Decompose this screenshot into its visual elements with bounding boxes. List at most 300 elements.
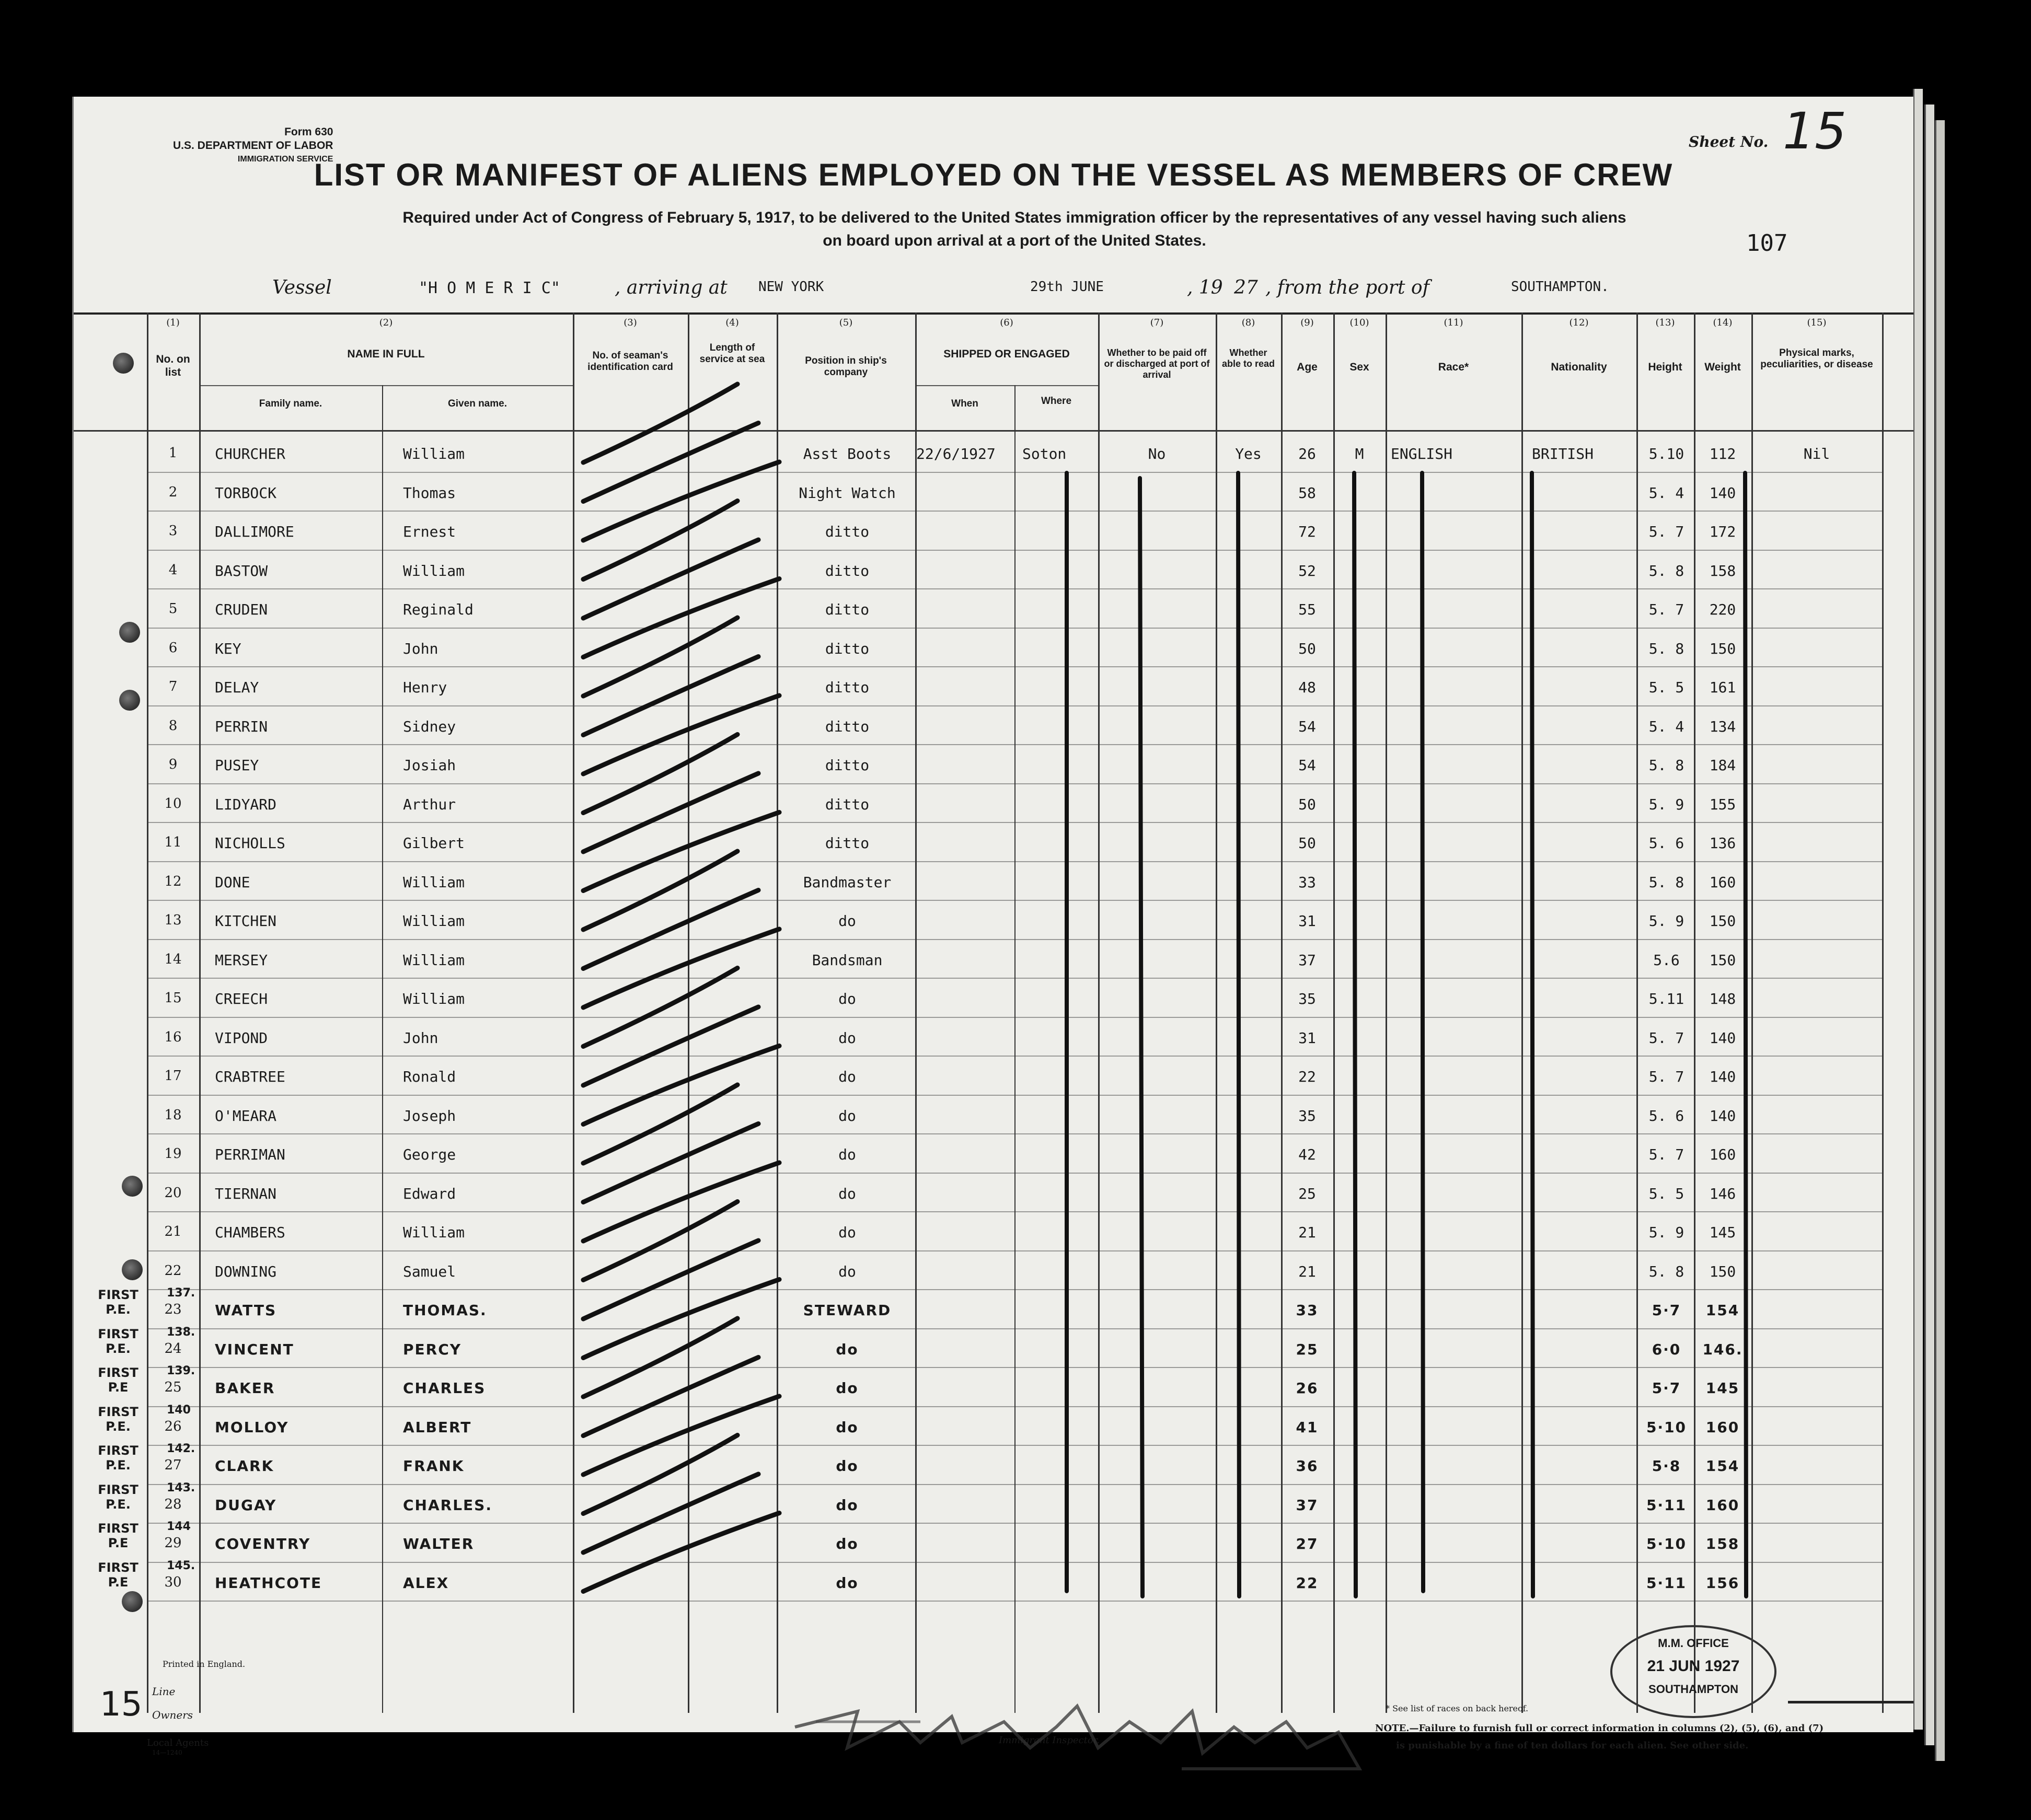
cell-height: 5. 5	[1648, 1185, 1684, 1202]
cell-family: CRABTREE	[215, 1068, 285, 1085]
manifest-sheet	[72, 97, 1913, 1756]
id-card-stroke	[583, 1085, 737, 1163]
margin-number: 142.	[167, 1442, 195, 1455]
cell-weight: 172	[1709, 523, 1736, 540]
cell-height: 5. 8	[1648, 562, 1684, 579]
cell-age: 37	[1296, 1496, 1319, 1514]
cell-height: 5. 9	[1648, 912, 1684, 930]
cell-age: 52	[1298, 562, 1316, 579]
margin-note-dept: P.E.	[106, 1302, 131, 1317]
cell-family: O'MEARA	[215, 1107, 277, 1125]
cell-height: 5. 7	[1648, 523, 1684, 540]
cell-height: 6·0	[1652, 1340, 1681, 1358]
cell-no: 2	[168, 484, 178, 500]
cell-position: ditto	[825, 562, 870, 579]
cell-no: 23	[164, 1302, 182, 1317]
cell-height: 5.6	[1653, 951, 1680, 969]
header-where: Where	[1041, 396, 1072, 407]
cell-position: do	[838, 1224, 856, 1241]
cell-weight: 148	[1709, 990, 1736, 1007]
margin-note-class: FIRST	[98, 1288, 139, 1302]
cell-family: KITCHEN	[215, 912, 277, 930]
cell-given: William	[403, 990, 465, 1007]
cell-height: 5. 6	[1648, 834, 1684, 852]
binding-hole	[122, 1259, 143, 1280]
cell-height: 5. 5	[1648, 679, 1684, 696]
cell-no: 3	[168, 523, 178, 539]
note-line-1: NOTE.—Failure to furnish full or correct information in columns (2), (5), (6), and (7)	[1375, 1723, 1824, 1734]
cell-weight: 184	[1709, 757, 1736, 774]
cell-given: William	[403, 562, 465, 579]
cell-weight: 160	[1705, 1418, 1740, 1436]
id-card-stroke	[583, 1280, 779, 1358]
cell-age: 25	[1296, 1340, 1319, 1358]
header-family-name: Family name.	[259, 398, 322, 409]
cell-weight: 154	[1705, 1302, 1740, 1319]
cell-height: 5. 8	[1648, 757, 1684, 774]
cell-height: 5·7	[1652, 1302, 1681, 1319]
cell-weight: 220	[1709, 601, 1736, 618]
cell-weight: 161	[1709, 679, 1736, 696]
cell-paid: No	[1148, 445, 1166, 462]
race-note: * See list of races on back hereof.	[1386, 1703, 1529, 1713]
header-nationality: Nationality	[1551, 361, 1607, 373]
cell-position: ditto	[825, 679, 870, 696]
cell-family: TORBOCK	[215, 484, 277, 502]
id-card-stroke	[583, 1396, 779, 1475]
cell-height: 5·7	[1652, 1380, 1681, 1397]
cell-weight: 158	[1709, 562, 1736, 579]
cell-sex: M	[1355, 445, 1364, 462]
cell-weight: 150	[1709, 951, 1736, 969]
cell-position: do	[838, 912, 856, 930]
cell-family: TIERNAN	[215, 1185, 277, 1202]
cell-given: George	[403, 1146, 456, 1163]
cell-age: 25	[1298, 1185, 1316, 1202]
cell-given: Sidney	[403, 717, 456, 735]
binding-hole	[119, 622, 140, 643]
cell-no: 21	[164, 1224, 182, 1239]
cell-weight: 160	[1709, 873, 1736, 891]
col-number-5: (5)	[839, 317, 853, 328]
arriving-label: , arriving at	[615, 277, 728, 298]
cell-age: 21	[1298, 1262, 1316, 1280]
header-shipped-engaged: SHIPPED OR ENGAGED	[943, 348, 1070, 360]
cell-position: Bandsman	[812, 951, 883, 969]
ditto-line-marks	[1745, 473, 1746, 1596]
cell-age: 33	[1298, 873, 1316, 891]
margin-number: 144	[167, 1520, 191, 1533]
cell-age: 26	[1296, 1380, 1319, 1397]
cell-height: 5.11	[1648, 990, 1684, 1007]
cell-weight: 146.	[1702, 1340, 1743, 1358]
sheet-mark: 15	[100, 1685, 143, 1724]
cell-weight: 154	[1705, 1457, 1740, 1475]
col-number-3: (3)	[624, 317, 637, 328]
cell-age: 50	[1298, 640, 1316, 657]
cell-no: 1	[168, 445, 178, 461]
margin-note-dept: P.E.	[106, 1341, 131, 1356]
cell-family: DELAY	[215, 679, 259, 696]
cell-age: 48	[1298, 679, 1316, 696]
id-card-stroke	[583, 1435, 737, 1514]
cell-position: Bandmaster	[803, 873, 892, 891]
cell-age: 35	[1298, 1107, 1316, 1125]
cell-given: CHARLES.	[403, 1496, 492, 1514]
cell-weight: 134	[1709, 717, 1736, 735]
cell-position: ditto	[825, 601, 870, 618]
cell-position: do	[838, 1146, 856, 1163]
cell-given: Ernest	[403, 523, 456, 540]
id-card-stroke	[583, 1474, 758, 1552]
departure-port: SOUTHAMPTON.	[1511, 279, 1609, 295]
cell-position: ditto	[825, 834, 870, 852]
col-number-15: (15)	[1807, 317, 1827, 328]
cell-height: 5. 4	[1648, 717, 1684, 735]
col-number-7: (7)	[1150, 317, 1164, 328]
cell-given: John	[403, 1029, 438, 1047]
cell-given: Thomas	[403, 484, 456, 502]
header-paid-off: Whether to be paid off or discharged at port of arrival	[1104, 347, 1210, 380]
cell-no: 4	[168, 562, 178, 578]
cell-given: ALEX	[403, 1574, 449, 1592]
id-card-stroke	[583, 735, 737, 813]
margin-number: 140	[167, 1403, 191, 1417]
cell-position: ditto	[825, 795, 870, 813]
binding-hole	[122, 1591, 143, 1612]
cell-age: 36	[1296, 1457, 1319, 1475]
cell-height: 5. 6	[1648, 1107, 1684, 1125]
col-number-10: (10)	[1349, 317, 1369, 328]
cell-family: VINCENT	[215, 1340, 294, 1358]
cell-family: DONE	[215, 873, 250, 891]
margin-note-dept: P.E.	[106, 1497, 131, 1512]
col-number-9: (9)	[1300, 317, 1314, 328]
cell-height: 5.10	[1648, 445, 1684, 462]
cell-weight: 150	[1709, 912, 1736, 930]
cell-no: 14	[164, 951, 182, 967]
subtitle-line-1: Required under Act of Congress of February 5, 1917, to be delivered to the United States immigration officer by the representatives of any vessel having such aliens	[402, 209, 1626, 226]
cell-given: FRANK	[403, 1457, 465, 1475]
cell-given: ALBERT	[403, 1418, 472, 1436]
cell-age: 54	[1298, 717, 1316, 735]
col-number-6: (6)	[1000, 317, 1013, 328]
cell-weight: 140	[1709, 1029, 1736, 1047]
id-card-stroke	[583, 1163, 779, 1241]
cell-family: VIPOND	[215, 1029, 268, 1047]
cell-no: 28	[164, 1496, 182, 1512]
id-card-stroke	[583, 423, 758, 502]
id-card-stroke	[583, 1007, 758, 1085]
binding-hole	[113, 353, 134, 374]
cell-height: 5·10	[1646, 1418, 1687, 1436]
cell-family: HEATHCOTE	[215, 1574, 322, 1592]
col-number-13: (13)	[1655, 317, 1675, 328]
printed-in: Printed in England.	[163, 1659, 246, 1669]
cell-given: William	[403, 445, 465, 462]
cell-no: 12	[164, 873, 182, 889]
cell-age: 55	[1298, 601, 1316, 618]
cell-height: 5·8	[1652, 1457, 1681, 1475]
cell-position: do	[836, 1457, 859, 1475]
cell-given: Samuel	[403, 1262, 456, 1280]
cell-age: 21	[1298, 1224, 1316, 1241]
cell-no: 7	[168, 679, 178, 694]
form-number: Form 630	[284, 126, 333, 138]
cell-no: 24	[164, 1340, 182, 1357]
cell-no: 25	[164, 1380, 182, 1395]
cell-age: 33	[1296, 1302, 1319, 1319]
cell-age: 26	[1298, 445, 1316, 462]
cell-no: 5	[168, 601, 178, 617]
margin-note-dept: P.E	[108, 1574, 129, 1590]
cell-position: do	[836, 1574, 859, 1592]
id-card-stroke	[583, 501, 737, 579]
cell-position: do	[836, 1496, 859, 1514]
id-card-stroke	[583, 695, 779, 774]
cell-race: ENGLISH	[1391, 445, 1453, 462]
cell-no: 27	[164, 1457, 182, 1473]
cell-position: do	[836, 1535, 859, 1552]
col-number-4: (4)	[725, 317, 739, 328]
cell-position: Asst Boots	[803, 445, 892, 462]
margin-number: 138.	[167, 1325, 195, 1339]
stamp-office: M.M. OFFICE	[1658, 1637, 1729, 1650]
cell-position: STEWARD	[803, 1302, 892, 1319]
cell-weight: 140	[1709, 484, 1736, 502]
service-name: IMMIGRATION SERVICE	[237, 155, 333, 164]
cell-position: ditto	[825, 717, 870, 735]
id-card-strokes	[583, 384, 779, 1592]
header-name-in-full: NAME IN FULL	[347, 348, 425, 360]
cell-position: Night Watch	[799, 484, 896, 502]
cell-family: NICHOLLS	[215, 834, 285, 852]
stamp-place: SOUTHAMPTON	[1648, 1683, 1738, 1696]
header-height: Height	[1648, 361, 1682, 373]
id-card-stroke	[583, 890, 758, 969]
cell-age: 37	[1298, 951, 1316, 969]
cell-height: 5. 8	[1648, 1262, 1684, 1280]
cell-position: do	[838, 1262, 856, 1280]
header-list-number: No. on list	[156, 353, 190, 378]
id-card-stroke	[583, 540, 758, 618]
cell-age: 58	[1298, 484, 1316, 502]
margin-note	[95, 1482, 142, 1512]
margin-note-dept: P.E	[108, 1536, 129, 1550]
cell-age: 50	[1298, 834, 1316, 852]
col-number-2: (2)	[379, 317, 393, 328]
id-card-stroke	[583, 968, 737, 1047]
margin-number: 143.	[167, 1481, 195, 1494]
cell-height: 5. 8	[1648, 873, 1684, 891]
col-number-12: (12)	[1569, 317, 1589, 328]
id-card-stroke	[583, 1124, 758, 1202]
cell-no: 18	[164, 1107, 182, 1123]
cell-no: 17	[164, 1068, 182, 1084]
margin-number: 137.	[167, 1286, 195, 1300]
cell-height: 5. 9	[1648, 1224, 1684, 1241]
margin-note	[95, 1365, 142, 1395]
cell-age: 72	[1298, 523, 1316, 540]
cell-weight: 160	[1705, 1496, 1740, 1514]
cell-height: 5·11	[1646, 1574, 1687, 1592]
department-name: U.S. DEPARTMENT OF LABOR	[173, 140, 333, 152]
arrival-date: 29th JUNE	[1030, 279, 1104, 295]
cell-family: CHAMBERS	[215, 1224, 285, 1241]
arrival-port: NEW YORK	[758, 279, 824, 295]
cell-given: PERCY	[403, 1340, 462, 1358]
cell-weight: 112	[1709, 445, 1736, 462]
ditto-line-paid	[1140, 478, 1143, 1596]
col-number-1: (1)	[166, 317, 180, 328]
office-stamp	[1610, 1625, 1776, 1718]
cell-age: 27	[1296, 1535, 1319, 1552]
cell-given: Edward	[403, 1185, 456, 1202]
year-prefix: , 19	[1187, 277, 1223, 298]
cell-read: Yes	[1235, 445, 1262, 462]
header-sex: Sex	[1349, 361, 1369, 373]
cell-no: 15	[164, 990, 182, 1006]
id-card-stroke	[583, 929, 779, 1007]
cell-weight: 140	[1709, 1107, 1736, 1125]
cell-nationality: BRITISH	[1532, 445, 1594, 462]
margin-note	[95, 1560, 142, 1590]
cell-no: 22	[164, 1262, 182, 1279]
cell-given: William	[403, 1224, 465, 1241]
col-number-8: (8)	[1241, 317, 1255, 328]
pen-stroke	[1788, 1701, 1913, 1703]
cell-age: 50	[1298, 795, 1316, 813]
cell-position: do	[836, 1418, 859, 1436]
cell-family: PERRIMAN	[215, 1146, 285, 1163]
ditto-line-read	[1238, 473, 1239, 1596]
cell-position: do	[838, 1029, 856, 1047]
cell-given: John	[403, 640, 438, 657]
cell-weight: 158	[1705, 1535, 1740, 1552]
cell-height: 5. 7	[1648, 1068, 1684, 1085]
cell-no: 26	[164, 1418, 182, 1434]
id-card-stroke	[583, 384, 737, 462]
page-title: LIST OR MANIFEST OF ALIENS EMPLOYED ON THE VESSEL AS MEMBERS OF CREW	[314, 157, 1674, 192]
cell-no: 29	[164, 1535, 182, 1551]
id-card-stroke	[583, 1513, 779, 1592]
header-id-card: No. of seaman's identification card	[587, 350, 673, 373]
cell-family: MERSEY	[215, 951, 268, 969]
margin-note-class: FIRST	[98, 1443, 139, 1458]
id-card-stroke	[583, 657, 758, 735]
cell-given: Henry	[403, 679, 447, 696]
cell-when: 22/6/1927	[916, 445, 996, 462]
cell-position: ditto	[825, 523, 870, 540]
cell-family: COVENTRY	[215, 1535, 311, 1552]
vessel-label: Vessel	[272, 277, 332, 298]
cell-no: 30	[164, 1574, 182, 1590]
cell-age: 22	[1296, 1574, 1319, 1592]
cell-family: DOWNING	[215, 1262, 277, 1280]
from-label: , from the port of	[1265, 277, 1429, 298]
cell-no: 20	[164, 1185, 182, 1201]
col-number-11: (11)	[1444, 317, 1463, 328]
cell-weight: 146	[1709, 1185, 1736, 1202]
cell-position: ditto	[825, 640, 870, 657]
cell-given: William	[403, 873, 465, 891]
header-position: Position in ship's company	[805, 355, 887, 378]
header-service-length: Length of service at sea	[699, 342, 765, 365]
cell-family: CREECH	[215, 990, 268, 1007]
cell-position: do	[838, 1068, 856, 1085]
margin-note	[95, 1405, 142, 1434]
cell-height: 5. 4	[1648, 484, 1684, 502]
id-card-stroke	[583, 1202, 737, 1280]
margin-note-class: FIRST	[98, 1404, 139, 1419]
margin-note-class: FIRST	[98, 1521, 139, 1536]
cell-given: Arthur	[403, 795, 456, 813]
cell-position: do	[838, 1185, 856, 1202]
cell-no: 11	[164, 834, 182, 850]
stamp-date: 21 JUN 1927	[1647, 1657, 1740, 1675]
cell-position: do	[838, 1107, 856, 1125]
cell-given: THOMAS.	[403, 1302, 487, 1319]
owners-label: Owners	[152, 1709, 193, 1721]
inspector-signature	[784, 1690, 1380, 1779]
header-physical-marks: Physical marks, peculiarities, or disease	[1760, 347, 1873, 370]
cell-weight: 140	[1709, 1068, 1736, 1085]
form-code: 14—1240	[152, 1749, 182, 1756]
binding-hole	[119, 690, 140, 711]
sheet-number: 15	[1783, 102, 1847, 160]
cell-no: 19	[164, 1146, 182, 1162]
margin-note	[95, 1288, 142, 1317]
vessel-name: "H O M E R I C"	[419, 279, 560, 297]
cell-weight: 145	[1709, 1224, 1736, 1241]
cell-given: WALTER	[403, 1535, 475, 1552]
ditto-line-race	[1422, 473, 1423, 1591]
margin-number: 145.	[167, 1559, 195, 1572]
cell-family: MOLLOY	[215, 1418, 289, 1436]
cell-family: DALLIMORE	[215, 523, 294, 540]
cell-age: 42	[1298, 1146, 1316, 1163]
cell-weight: 155	[1709, 795, 1736, 813]
margin-note-class: FIRST	[98, 1326, 139, 1341]
cell-family: WATTS	[215, 1302, 277, 1319]
cell-age: 41	[1296, 1418, 1319, 1436]
cell-family: KEY	[215, 640, 241, 657]
cell-height: 5. 9	[1648, 795, 1684, 813]
sheet-label: Sheet No.	[1689, 133, 1769, 150]
cell-age: 31	[1298, 912, 1316, 930]
id-card-stroke	[583, 851, 737, 930]
note-line-2: is punishable by a fine of ten dollars for each alien. See other side.	[1396, 1740, 1749, 1751]
ditto-line-sex	[1354, 473, 1356, 1596]
margin-note	[95, 1521, 142, 1550]
cell-age: 22	[1298, 1068, 1316, 1085]
cell-weight: 156	[1705, 1574, 1740, 1592]
cell-given: Joseph	[403, 1107, 456, 1125]
cell-family: DUGAY	[215, 1496, 277, 1514]
cell-age: 54	[1298, 757, 1316, 774]
header-weight: Weight	[1704, 361, 1741, 373]
cell-family: CRUDEN	[215, 601, 268, 618]
margin-number: 139.	[167, 1364, 195, 1377]
binding-hole	[122, 1176, 143, 1197]
margin-note-dept: P.E.	[106, 1419, 131, 1434]
cell-family: PERRIN	[215, 717, 268, 735]
cell-height: 5. 7	[1648, 601, 1684, 618]
cell-weight: 150	[1709, 640, 1736, 657]
cell-no: 9	[168, 757, 178, 772]
header-age: Age	[1297, 361, 1318, 373]
id-card-stroke	[583, 579, 779, 657]
